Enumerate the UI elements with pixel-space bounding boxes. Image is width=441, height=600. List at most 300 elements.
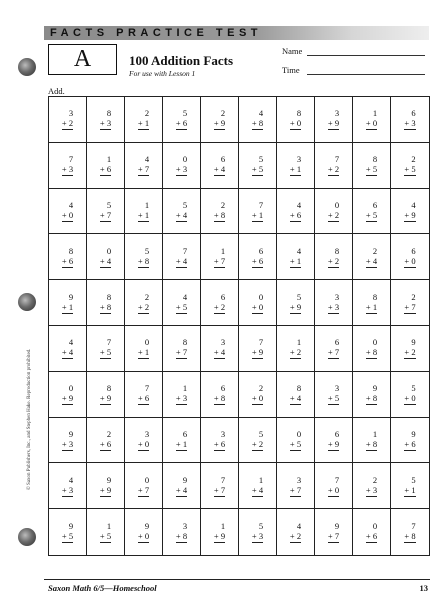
- problem-cell[interactable]: [391, 463, 429, 509]
- problem-cell[interactable]: [239, 326, 277, 372]
- problem-cell[interactable]: [315, 280, 353, 326]
- bottom-addend: [100, 164, 111, 176]
- bottom-addend-value: 4: [258, 484, 264, 495]
- problem-cell[interactable]: [201, 234, 239, 280]
- bottom-addend: [404, 531, 415, 543]
- addition-problem: [214, 200, 225, 222]
- plus-sign: +: [327, 393, 333, 404]
- problem-cell[interactable]: [277, 280, 315, 326]
- problem-cell[interactable]: [87, 189, 125, 235]
- bottom-addend: [290, 393, 301, 405]
- plus-sign: +: [404, 301, 410, 312]
- problem-cell[interactable]: [125, 463, 163, 509]
- directions: Add.: [48, 86, 65, 96]
- page-number: 13: [419, 583, 428, 593]
- problem-cell[interactable]: [49, 326, 87, 372]
- problem-cell[interactable]: [87, 280, 125, 326]
- top-addend: 2: [411, 291, 416, 302]
- top-addend: 2: [144, 291, 150, 302]
- top-addend: 5: [258, 521, 264, 532]
- plus-sign: +: [404, 531, 410, 542]
- bottom-addend-value: 1: [144, 347, 150, 358]
- bottom-addend: [404, 302, 415, 314]
- bottom-addend: [404, 256, 415, 268]
- problem-cell[interactable]: [315, 509, 353, 555]
- addition-problem: [252, 383, 263, 405]
- top-addend: 2: [144, 108, 150, 119]
- bottom-addend: [176, 439, 187, 451]
- problem-cell[interactable]: [239, 189, 277, 235]
- bottom-addend-value: 8: [182, 531, 188, 542]
- plus-sign: +: [137, 164, 143, 175]
- plus-sign: +: [251, 255, 257, 266]
- top-addend: 4: [144, 154, 150, 165]
- problem-cell[interactable]: [49, 463, 87, 509]
- problem-cell[interactable]: [201, 509, 239, 555]
- addition-problem: [252, 337, 263, 359]
- problem-cell[interactable]: [353, 418, 391, 464]
- addition-problem: [100, 154, 111, 176]
- addition-problem: [100, 429, 111, 451]
- plus-sign: +: [99, 118, 105, 129]
- problem-cell[interactable]: [315, 372, 353, 418]
- problem-cell[interactable]: [391, 234, 429, 280]
- top-addend: 1: [182, 383, 188, 394]
- problem-cell[interactable]: [391, 509, 429, 555]
- problem-cell[interactable]: [163, 97, 201, 143]
- problem-cell[interactable]: [163, 463, 201, 509]
- top-addend: 6: [411, 108, 416, 119]
- problem-cell[interactable]: [239, 509, 277, 555]
- problem-cell[interactable]: [277, 143, 315, 189]
- problem-cell[interactable]: [87, 234, 125, 280]
- addition-problem: [404, 108, 415, 130]
- bottom-addend-value: 9: [334, 118, 340, 129]
- addition-problem: [404, 383, 415, 405]
- top-addend: 3: [68, 108, 74, 119]
- problem-cell[interactable]: [163, 189, 201, 235]
- plus-sign: +: [365, 393, 371, 404]
- top-addend: 5: [106, 199, 112, 210]
- plus-sign: +: [61, 531, 67, 542]
- bottom-addend-value: 8: [106, 301, 112, 312]
- problem-cell[interactable]: [239, 280, 277, 326]
- plus-sign: +: [365, 164, 371, 175]
- problem-cell[interactable]: [87, 418, 125, 464]
- bottom-addend-value: 5: [258, 164, 264, 175]
- addition-problem: [214, 292, 225, 314]
- plus-sign: +: [404, 347, 410, 358]
- problem-cell[interactable]: [163, 234, 201, 280]
- bottom-addend: [290, 347, 301, 359]
- problem-cell[interactable]: [277, 463, 315, 509]
- top-addend: 8: [372, 291, 378, 302]
- plus-sign: +: [289, 347, 295, 358]
- problem-cell[interactable]: [239, 143, 277, 189]
- bottom-addend-value: 5: [296, 438, 302, 449]
- top-addend: 7: [258, 199, 264, 210]
- problem-cell[interactable]: [201, 463, 239, 509]
- top-addend: 0: [182, 154, 188, 165]
- problem-cell[interactable]: [277, 97, 315, 143]
- plus-sign: +: [175, 164, 181, 175]
- plus-sign: +: [213, 255, 219, 266]
- problem-cell[interactable]: [391, 326, 429, 372]
- bottom-addend: [62, 485, 73, 497]
- bottom-addend: [100, 531, 111, 543]
- problem-cell[interactable]: [49, 189, 87, 235]
- top-addend: 7: [182, 245, 188, 256]
- problem-cell[interactable]: [315, 143, 353, 189]
- problem-cell[interactable]: [125, 97, 163, 143]
- problem-cell[interactable]: [125, 372, 163, 418]
- bottom-addend-value: 7: [334, 347, 340, 358]
- addition-problem: [62, 337, 73, 359]
- top-addend: 6: [220, 383, 226, 394]
- bottom-addend-value: 5: [411, 164, 416, 175]
- bottom-addend-value: 5: [68, 531, 74, 542]
- bottom-addend: [404, 118, 415, 130]
- plus-sign: +: [365, 438, 371, 449]
- problem-cell[interactable]: [391, 143, 429, 189]
- problem-cell[interactable]: [87, 509, 125, 555]
- problem-cell[interactable]: [87, 326, 125, 372]
- problem-cell[interactable]: [315, 418, 353, 464]
- problem-cell[interactable]: [201, 143, 239, 189]
- addition-problem: [100, 521, 111, 543]
- problem-cell[interactable]: [201, 326, 239, 372]
- bottom-addend-value: 9: [68, 393, 74, 404]
- plus-sign: +: [175, 118, 181, 129]
- top-addend: 1: [106, 154, 112, 165]
- problem-cell[interactable]: [353, 280, 391, 326]
- problem-cell[interactable]: [87, 97, 125, 143]
- problem-cell[interactable]: [353, 189, 391, 235]
- addition-problem: [404, 292, 415, 314]
- bottom-addend: [214, 256, 225, 268]
- addition-problem: [290, 383, 301, 405]
- problem-cell[interactable]: [277, 509, 315, 555]
- problem-cell[interactable]: [49, 234, 87, 280]
- test-title: 100 Addition Facts: [129, 53, 234, 68]
- addition-problem: [404, 337, 415, 359]
- plus-sign: +: [61, 393, 67, 404]
- problem-cell[interactable]: [391, 97, 429, 143]
- bottom-addend: [62, 531, 73, 543]
- problem-cell[interactable]: [125, 189, 163, 235]
- top-addend: 2: [220, 108, 226, 119]
- problem-cell[interactable]: [201, 189, 239, 235]
- top-addend: 7: [68, 154, 74, 165]
- problem-cell[interactable]: [125, 234, 163, 280]
- plus-sign: +: [137, 393, 143, 404]
- plus-sign: +: [289, 301, 295, 312]
- top-addend: 3: [220, 428, 226, 439]
- plus-sign: +: [365, 209, 371, 220]
- bottom-addend: [138, 393, 149, 405]
- plus-sign: +: [289, 438, 295, 449]
- bottom-addend-value: 4: [220, 347, 226, 358]
- problem-cell[interactable]: [239, 234, 277, 280]
- addition-problem: [328, 337, 339, 359]
- addition-problem: [290, 475, 301, 497]
- bottom-addend: [214, 347, 225, 359]
- top-addend: 9: [372, 383, 378, 394]
- addition-problem: [214, 475, 225, 497]
- plus-sign: +: [327, 347, 333, 358]
- top-addend: 7: [334, 154, 340, 165]
- plus-sign: +: [365, 531, 371, 542]
- plus-sign: +: [175, 255, 181, 266]
- problem-cell[interactable]: [87, 143, 125, 189]
- bottom-addend: [290, 118, 301, 130]
- bottom-addend: [252, 393, 263, 405]
- bottom-addend: [404, 393, 415, 405]
- bottom-addend-value: 9: [296, 301, 302, 312]
- problem-cell[interactable]: [49, 418, 87, 464]
- problem-cell[interactable]: [201, 418, 239, 464]
- problem-cell[interactable]: [163, 326, 201, 372]
- problem-cell[interactable]: [125, 509, 163, 555]
- problem-cell[interactable]: [391, 372, 429, 418]
- bottom-addend-value: 5: [334, 393, 340, 404]
- bottom-addend: [404, 347, 415, 359]
- bottom-addend: [100, 118, 111, 130]
- addition-problem: [328, 292, 339, 314]
- top-addend: 6: [334, 337, 340, 348]
- bottom-addend-value: 0: [258, 393, 264, 404]
- top-addend: 4: [68, 199, 74, 210]
- bottom-addend-value: 4: [106, 255, 112, 266]
- addition-problem: [366, 108, 377, 130]
- addition-problem: [328, 521, 339, 543]
- problem-cell[interactable]: [239, 97, 277, 143]
- addition-problem: [62, 246, 73, 268]
- problem-cell[interactable]: [353, 234, 391, 280]
- bottom-addend: [290, 531, 301, 543]
- problem-cell[interactable]: [277, 326, 315, 372]
- bottom-addend: [138, 439, 149, 451]
- bottom-addend: [252, 302, 263, 314]
- problem-cell[interactable]: [315, 326, 353, 372]
- addition-problem: [290, 337, 301, 359]
- problem-cell[interactable]: [391, 189, 429, 235]
- plus-sign: +: [289, 209, 295, 220]
- top-addend: 0: [144, 337, 150, 348]
- problem-cell[interactable]: [201, 372, 239, 418]
- problem-cell[interactable]: [163, 280, 201, 326]
- plus-sign: +: [213, 484, 219, 495]
- problem-cell[interactable]: [49, 97, 87, 143]
- bottom-addend: [214, 439, 225, 451]
- problem-cell[interactable]: [239, 418, 277, 464]
- problem-cell[interactable]: [391, 280, 429, 326]
- form-letter: A: [73, 46, 92, 72]
- bottom-addend: [214, 118, 225, 130]
- problem-cell[interactable]: [163, 509, 201, 555]
- top-addend: 8: [106, 383, 112, 394]
- bottom-addend: [366, 439, 377, 451]
- bottom-addend: [214, 210, 225, 222]
- problem-cell[interactable]: [353, 509, 391, 555]
- plus-sign: +: [137, 255, 143, 266]
- addition-problem: [138, 200, 149, 222]
- bottom-addend: [176, 118, 187, 130]
- problem-cell[interactable]: [49, 509, 87, 555]
- bottom-addend-value: 9: [220, 531, 226, 542]
- bottom-addend: [366, 164, 377, 176]
- top-addend: 3: [296, 154, 302, 165]
- addition-problem: [176, 292, 187, 314]
- top-addend: 1: [106, 521, 112, 532]
- top-addend: 1: [372, 428, 378, 439]
- problem-cell[interactable]: [315, 463, 353, 509]
- problem-cell[interactable]: [87, 372, 125, 418]
- plus-sign: +: [327, 118, 333, 129]
- problem-cell[interactable]: [315, 189, 353, 235]
- bottom-addend: [176, 302, 187, 314]
- bottom-addend: [328, 347, 339, 359]
- problem-cell[interactable]: [277, 372, 315, 418]
- addition-problem: [62, 475, 73, 497]
- problem-cell[interactable]: [125, 280, 163, 326]
- bottom-addend-value: 0: [411, 255, 416, 266]
- time-label: Time: [282, 65, 300, 75]
- binder-hole-bottom: [18, 528, 36, 546]
- top-addend: 4: [182, 291, 188, 302]
- bottom-addend: [214, 393, 225, 405]
- problem-cell[interactable]: [277, 234, 315, 280]
- bottom-addend: [366, 347, 377, 359]
- top-addend: 5: [258, 428, 264, 439]
- plus-sign: +: [61, 484, 67, 495]
- addition-problem: [138, 521, 149, 543]
- banner-title: FACTS PRACTICE TEST: [50, 27, 263, 39]
- top-addend: 6: [182, 428, 188, 439]
- problem-cell[interactable]: [201, 97, 239, 143]
- plus-sign: +: [61, 164, 67, 175]
- problem-cell[interactable]: [353, 326, 391, 372]
- top-addend: 8: [68, 245, 74, 256]
- top-addend: 9: [144, 521, 150, 532]
- problem-cell[interactable]: [315, 97, 353, 143]
- bottom-addend: [366, 485, 377, 497]
- bottom-addend: [62, 256, 73, 268]
- bottom-addend-value: 3: [106, 118, 112, 129]
- bottom-addend-value: 1: [144, 209, 150, 220]
- footer-book-title: Saxon Math 6/5—Homeschool: [48, 583, 157, 593]
- addition-problem: [214, 521, 225, 543]
- problem-cell[interactable]: [353, 463, 391, 509]
- addition-problem: [328, 383, 339, 405]
- top-addend: 1: [258, 474, 264, 485]
- bottom-addend: [252, 485, 263, 497]
- top-addend: 0: [372, 337, 378, 348]
- bottom-addend: [328, 485, 339, 497]
- problem-cell[interactable]: [353, 97, 391, 143]
- problem-cell[interactable]: [391, 418, 429, 464]
- bottom-addend-value: 8: [372, 438, 378, 449]
- top-addend: 8: [372, 154, 378, 165]
- addition-problem: [214, 108, 225, 130]
- bottom-addend: [176, 164, 187, 176]
- problem-cell[interactable]: [125, 418, 163, 464]
- problem-cell[interactable]: [239, 372, 277, 418]
- bottom-addend-value: 4: [182, 484, 188, 495]
- bottom-addend: [138, 531, 149, 543]
- bottom-addend-value: 7: [411, 301, 416, 312]
- problem-cell[interactable]: [353, 372, 391, 418]
- plus-sign: +: [327, 255, 333, 266]
- problem-cell[interactable]: [87, 463, 125, 509]
- bottom-addend: [138, 256, 149, 268]
- top-addend: 5: [258, 154, 264, 165]
- plus-sign: +: [137, 531, 143, 542]
- bottom-addend-value: 5: [106, 531, 112, 542]
- addition-problem: [100, 337, 111, 359]
- problem-cell[interactable]: [277, 418, 315, 464]
- bottom-addend-value: 1: [182, 438, 188, 449]
- problem-cell[interactable]: [49, 143, 87, 189]
- plus-sign: +: [365, 118, 371, 129]
- problem-cell[interactable]: [125, 143, 163, 189]
- name-field[interactable]: [307, 55, 425, 56]
- bottom-addend: [100, 393, 111, 405]
- problem-cell[interactable]: [163, 143, 201, 189]
- plus-sign: +: [99, 255, 105, 266]
- addition-problem: [404, 154, 415, 176]
- bottom-addend: [100, 347, 111, 359]
- top-addend: 3: [220, 337, 226, 348]
- bottom-addend: [404, 439, 415, 451]
- problem-cell[interactable]: [353, 143, 391, 189]
- problem-cell[interactable]: [49, 280, 87, 326]
- top-addend: 3: [334, 383, 340, 394]
- bottom-addend-value: 1: [144, 118, 150, 129]
- plus-sign: +: [61, 255, 67, 266]
- plus-sign: +: [99, 209, 105, 220]
- problem-cell[interactable]: [277, 189, 315, 235]
- plus-sign: +: [365, 484, 371, 495]
- problem-cell[interactable]: [201, 280, 239, 326]
- problem-cell[interactable]: [239, 463, 277, 509]
- problem-cell[interactable]: [163, 418, 201, 464]
- addition-problem: [252, 429, 263, 451]
- problem-cell[interactable]: [315, 234, 353, 280]
- plus-sign: +: [175, 484, 181, 495]
- plus-sign: +: [251, 209, 257, 220]
- plus-sign: +: [99, 164, 105, 175]
- top-addend: 2: [220, 199, 226, 210]
- top-addend: 8: [106, 291, 112, 302]
- problem-cell[interactable]: [49, 372, 87, 418]
- top-addend: 9: [182, 474, 188, 485]
- problem-cell[interactable]: [125, 326, 163, 372]
- bottom-addend-value: 7: [334, 531, 340, 542]
- problem-grid: [48, 96, 430, 556]
- bottom-addend-value: 6: [144, 393, 150, 404]
- bottom-addend-value: 3: [372, 484, 378, 495]
- top-addend: 2: [372, 474, 378, 485]
- time-field[interactable]: [307, 74, 425, 75]
- bottom-addend: [328, 118, 339, 130]
- bottom-addend-value: 0: [296, 118, 302, 129]
- addition-problem: [138, 154, 149, 176]
- problem-cell[interactable]: [163, 372, 201, 418]
- plus-sign: +: [61, 301, 67, 312]
- addition-problem: [62, 200, 73, 222]
- addition-problem: [138, 108, 149, 130]
